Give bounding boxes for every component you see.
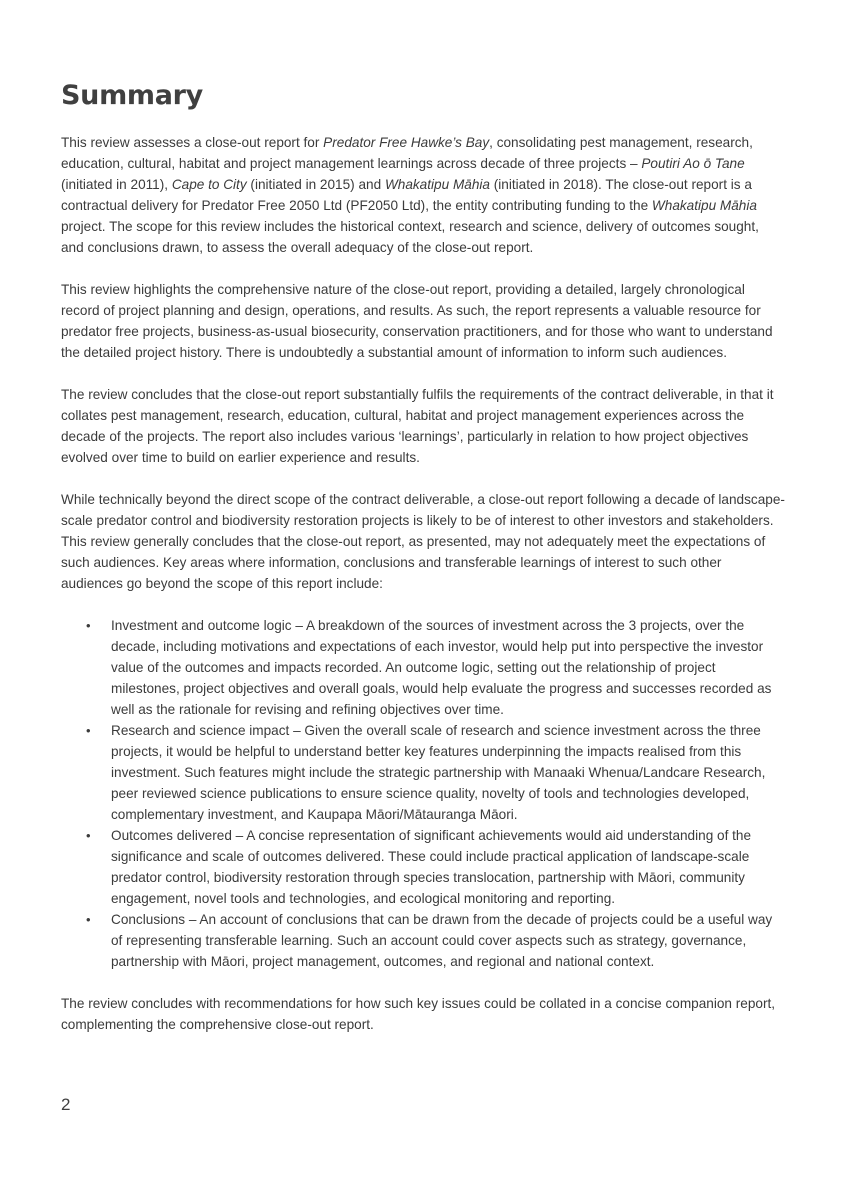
summary-paragraph-5: The review concludes with recommendations for how such key issues could be collated in a concise companion report, complementing the comprehensive close-out report. xyxy=(61,996,776,1032)
key-areas-list xyxy=(61,615,785,972)
bullet-icon: • xyxy=(86,828,91,843)
list-item-text: Investment and outcome logic – A breakdown of the sources of investment across the 3 projects, over the decade, including motivations and expectations of each investor, would help put into perspective the investor value of the outcomes and impacts recorded. An outcome logic, setting out the relationship of project milestones, project objectives and overall goals, would help evaluate the progress and successes recorded as well as the rationale for revising and refining objectives over time. xyxy=(111,618,772,717)
text-run: (initiated in 2011), xyxy=(61,177,172,192)
page-number: 2 xyxy=(61,1095,71,1114)
text-run: (initiated in 2018). The close-out report is a contractual delivery for Predator Free 2050 Ltd (PF2050 Ltd), the entity contributing funding to the xyxy=(61,177,752,213)
text-run: project. The scope for this review includes the historical context, research and science, delivery of outcomes sought, and conclusions drawn, to assess the overall adequacy of the close-out report. xyxy=(61,219,759,255)
list-item xyxy=(86,615,785,720)
summary-paragraph-3: The review concludes that the close-out report substantially fulfils the requirements of the contract deliverable, in that it collates pest management, research, education, cultural, habitat and project management experiences across the decade of the projects. The report also includes various ‘learnings’, particularly in relation to how project objectives evolved over time to build on earlier experience and results. xyxy=(61,387,774,465)
text-run: , consolidating pest management, research, education, cultural, habitat and project management learnings across decade of three projects – xyxy=(61,135,753,171)
italic-run: Whakatipu Māhia xyxy=(651,198,757,213)
bullet-icon: • xyxy=(86,723,91,738)
italic-run: Whakatipu Māhia xyxy=(384,177,490,192)
italic-run: Poutiri Ao ō Tane xyxy=(641,156,745,171)
summary-paragraph-2: This review highlights the comprehensive nature of the close-out report, providing a detailed, largely chronological record of project planning and design, operations, and results. As such, the report represents a valuable resource for predator free projects, business-as-usual biosecurity, conservation practitioners, and for those who want to understand the detailed project history. There is undoubtedly a substantial amount of information to inform such audiences. xyxy=(61,282,773,360)
list-item-text: Outcomes delivered – A concise representation of significant achievements would aid understanding of the significance and scale of outcomes delivered. These could include practical application of landscape-scale predator control, biodiversity restoration through species translocation, partnership with Māori, community engagement, novel tools and technologies, and ecological monitoring and reporting. xyxy=(111,828,752,906)
summary-paragraph-1 xyxy=(61,132,785,258)
bullet-icon: • xyxy=(86,618,91,633)
page-title: Summary xyxy=(61,80,203,111)
summary-paragraph-4: While technically beyond the direct scope of the contract deliverable, a close-out report following a decade of landscape-scale predator control and biodiversity restoration projects is likely to be of interest to other investors and stakeholders. This review generally concludes that the close-out report, as presented, may not adequately meet the expectations of such audiences. Key areas where information, conclusions and transferable learnings of interest to such other audiences go beyond the scope of this report include: xyxy=(61,492,785,591)
list-item-text: Conclusions – An account of conclusions that can be drawn from the decade of projects could be a useful way of representing transferable learning. Such an account could cover aspects such as strategy, governance, partnership with Māori, project management, outcomes, and regional and national context. xyxy=(111,912,773,969)
text-run: This review assesses a close-out report for xyxy=(61,135,324,150)
list-item xyxy=(86,825,785,909)
list-item xyxy=(86,720,785,825)
list-item-text: Research and science impact – Given the overall scale of research and science investment across the three projects, it would be helpful to understand better key features underpinning the impacts realised from this investment. Such features might include the strategic partnership with Manaaki Whenua/Landcare Research, peer reviewed science publications to ensure science quality, novelty of tools and technologies developed, complementary investment, and Kaupapa Māori/Mātauranga Māori. xyxy=(111,723,766,822)
document-page xyxy=(61,78,785,1056)
bullet-icon: • xyxy=(86,912,91,927)
italic-run: Predator Free Hawke’s Bay xyxy=(323,135,490,150)
text-run: (initiated in 2015) and xyxy=(246,177,385,192)
italic-run: Cape to City xyxy=(171,177,247,192)
list-item xyxy=(86,909,785,972)
